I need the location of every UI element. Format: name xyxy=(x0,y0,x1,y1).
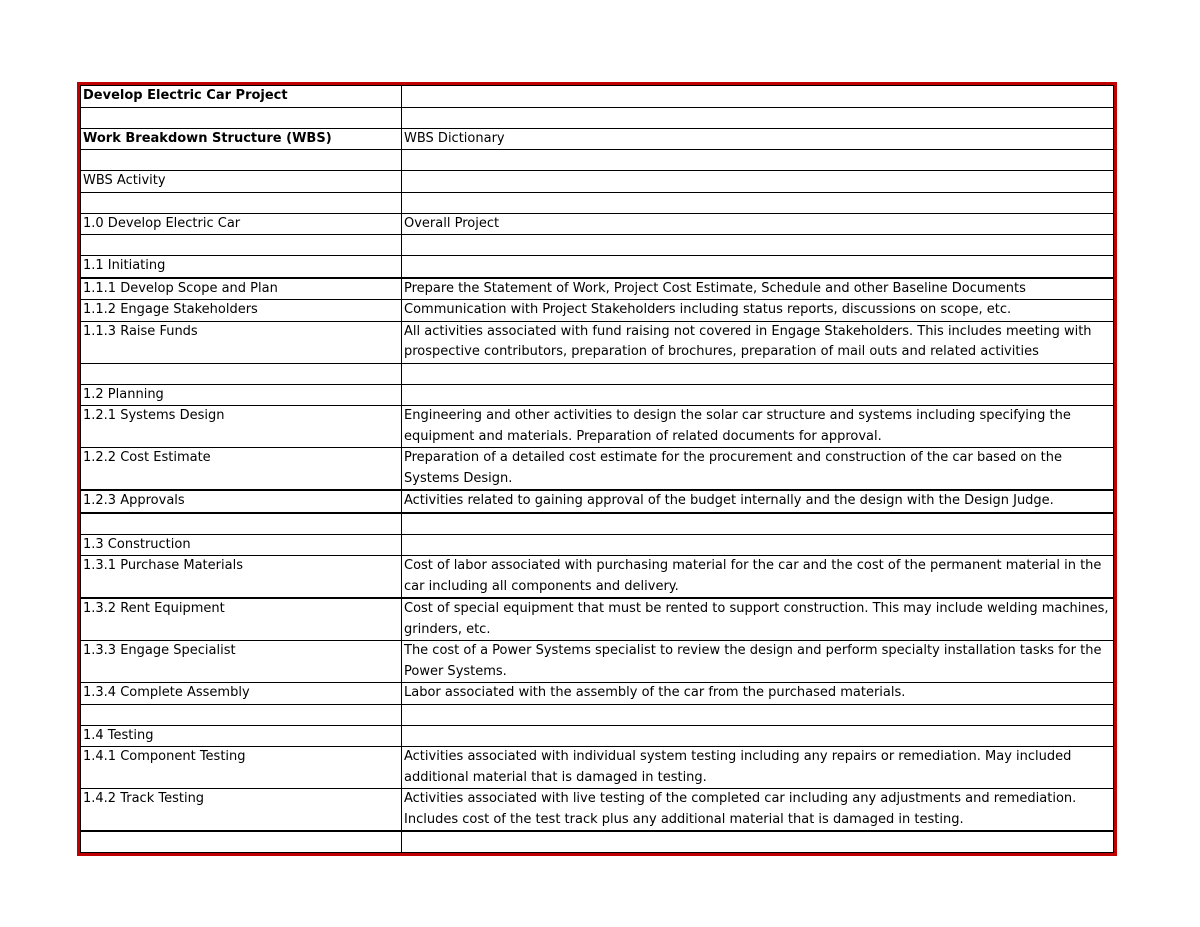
wbs-activity-cell[interactable]: 1.2.1 Systems Design xyxy=(81,406,402,448)
wbs-dictionary-cell[interactable]: Preparation of a detailed cost estimate for the procurement and construction of the car based on the Systems Design. xyxy=(402,448,1114,491)
wbs-dictionary-cell[interactable]: Activities associated with live testing of the completed car including any adjustments and remediation. Includes cost of the test track plus any additional material that is damaged in testing. xyxy=(402,789,1114,832)
wbs-dictionary-cell[interactable]: WBS Dictionary xyxy=(402,128,1114,150)
table-row xyxy=(81,747,1114,789)
wbs-activity-cell[interactable]: 1.2 Planning xyxy=(81,384,402,406)
wbs-activity-cell[interactable] xyxy=(81,150,402,171)
table-row xyxy=(81,150,1114,171)
wbs-activity-cell[interactable]: 1.1 Initiating xyxy=(81,256,402,278)
table-row xyxy=(81,704,1114,725)
wbs-activity-cell[interactable]: Develop Electric Car Project xyxy=(81,86,402,108)
wbs-dictionary-cell[interactable]: Engineering and other activities to design the solar car structure and systems including specifying the equipment and materials. Preparation of related documents for approval. xyxy=(402,406,1114,448)
wbs-dictionary-cell[interactable]: Activities related to gaining approval of the budget internally and the design with the Design Judge. xyxy=(402,490,1114,513)
wbs-activity-cell[interactable] xyxy=(81,363,402,384)
table-row xyxy=(81,321,1114,363)
wbs-activity-cell[interactable]: 1.2.3 Approvals xyxy=(81,490,402,513)
wbs-activity-cell[interactable]: WBS Activity xyxy=(81,171,402,193)
table-row xyxy=(81,556,1114,599)
wbs-dictionary-cell[interactable] xyxy=(402,171,1114,193)
wbs-activity-cell[interactable] xyxy=(81,704,402,725)
wbs-activity-cell[interactable]: 1.4.1 Component Testing xyxy=(81,747,402,789)
wbs-dictionary-cell[interactable] xyxy=(402,192,1114,213)
table-row xyxy=(81,490,1114,513)
table-row xyxy=(81,213,1114,235)
wbs-dictionary-cell[interactable] xyxy=(402,256,1114,278)
wbs-dictionary-cell[interactable] xyxy=(402,384,1114,406)
table-row xyxy=(81,256,1114,278)
wbs-dictionary-cell[interactable] xyxy=(402,831,1114,853)
wbs-dictionary-cell[interactable]: The cost of a Power Systems specialist to review the design and perform specialty installation tasks for the Power Systems. xyxy=(402,641,1114,683)
wbs-activity-cell[interactable]: 1.4.2 Track Testing xyxy=(81,789,402,832)
table-row xyxy=(81,384,1114,406)
wbs-activity-cell[interactable]: 1.1.1 Develop Scope and Plan xyxy=(81,278,402,300)
wbs-dictionary-cell[interactable] xyxy=(402,534,1114,556)
table-row xyxy=(81,683,1114,705)
wbs-dictionary-cell[interactable]: All activities associated with fund raising not covered in Engage Stakeholders. This includes meeting with prospective contributors, preparation of brochures, preparation of mail outs and related activities xyxy=(402,321,1114,363)
wbs-activity-cell[interactable]: 1.3.2 Rent Equipment xyxy=(81,598,402,641)
table-row xyxy=(81,831,1114,853)
wbs-activity-cell[interactable] xyxy=(81,513,402,535)
wbs-activity-cell[interactable]: 1.3.3 Engage Specialist xyxy=(81,641,402,683)
wbs-dictionary-cell[interactable]: Cost of special equipment that must be rented to support construction. This may include welding machines, grinders, etc. xyxy=(402,598,1114,641)
wbs-dictionary-cell[interactable] xyxy=(402,107,1114,128)
wbs-dictionary-cell[interactable]: Cost of labor associated with purchasing material for the car and the cost of the permanent material in the car including all components and delivery. xyxy=(402,556,1114,599)
wbs-activity-cell[interactable]: 1.3 Construction xyxy=(81,534,402,556)
wbs-dictionary-cell[interactable] xyxy=(402,513,1114,535)
table-row xyxy=(81,598,1114,641)
table-row xyxy=(81,107,1114,128)
table-row xyxy=(81,278,1114,300)
table-row xyxy=(81,128,1114,150)
table-row xyxy=(81,725,1114,747)
wbs-activity-cell[interactable] xyxy=(81,107,402,128)
table-row xyxy=(81,192,1114,213)
wbs-dictionary-cell[interactable] xyxy=(402,704,1114,725)
table-row xyxy=(81,86,1114,108)
wbs-activity-cell[interactable] xyxy=(81,831,402,853)
wbs-activity-cell[interactable]: 1.3.1 Purchase Materials xyxy=(81,556,402,599)
wbs-dictionary-cell[interactable] xyxy=(402,363,1114,384)
wbs-dictionary-cell[interactable]: Activities associated with individual system testing including any repairs or remediation. May included additional material that is damaged in testing. xyxy=(402,747,1114,789)
table-row xyxy=(81,513,1114,535)
table-row xyxy=(81,789,1114,832)
table-row xyxy=(81,171,1114,193)
wbs-dictionary-cell[interactable] xyxy=(402,725,1114,747)
wbs-activity-cell[interactable] xyxy=(81,235,402,256)
wbs-dictionary-cell[interactable] xyxy=(402,86,1114,108)
wbs-activity-cell[interactable]: Work Breakdown Structure (WBS) xyxy=(81,128,402,150)
wbs-activity-cell[interactable]: 1.4 Testing xyxy=(81,725,402,747)
wbs-dictionary-cell[interactable]: Overall Project xyxy=(402,213,1114,235)
wbs-dictionary-cell[interactable] xyxy=(402,150,1114,171)
wbs-activity-cell[interactable]: 1.0 Develop Electric Car xyxy=(81,213,402,235)
table-row xyxy=(81,300,1114,322)
wbs-dictionary-cell[interactable]: Labor associated with the assembly of the car from the purchased materials. xyxy=(402,683,1114,705)
wbs-dictionary-cell[interactable] xyxy=(402,235,1114,256)
wbs-spreadsheet xyxy=(77,82,1117,856)
wbs-activity-cell[interactable]: 1.1.2 Engage Stakeholders xyxy=(81,300,402,322)
table-row xyxy=(81,363,1114,384)
table-row xyxy=(81,235,1114,256)
table-row xyxy=(81,641,1114,683)
wbs-table-body xyxy=(81,86,1114,853)
table-row xyxy=(81,534,1114,556)
wbs-activity-cell[interactable]: 1.3.4 Complete Assembly xyxy=(81,683,402,705)
wbs-activity-cell[interactable] xyxy=(81,192,402,213)
wbs-dictionary-cell[interactable]: Prepare the Statement of Work, Project Cost Estimate, Schedule and other Baseline Documents xyxy=(402,278,1114,300)
table-row xyxy=(81,406,1114,448)
wbs-table xyxy=(80,85,1114,853)
wbs-dictionary-cell[interactable]: Communication with Project Stakeholders including status reports, discussions on scope, etc. xyxy=(402,300,1114,322)
wbs-activity-cell[interactable]: 1.2.2 Cost Estimate xyxy=(81,448,402,491)
wbs-activity-cell[interactable]: 1.1.3 Raise Funds xyxy=(81,321,402,363)
table-row xyxy=(81,448,1114,491)
